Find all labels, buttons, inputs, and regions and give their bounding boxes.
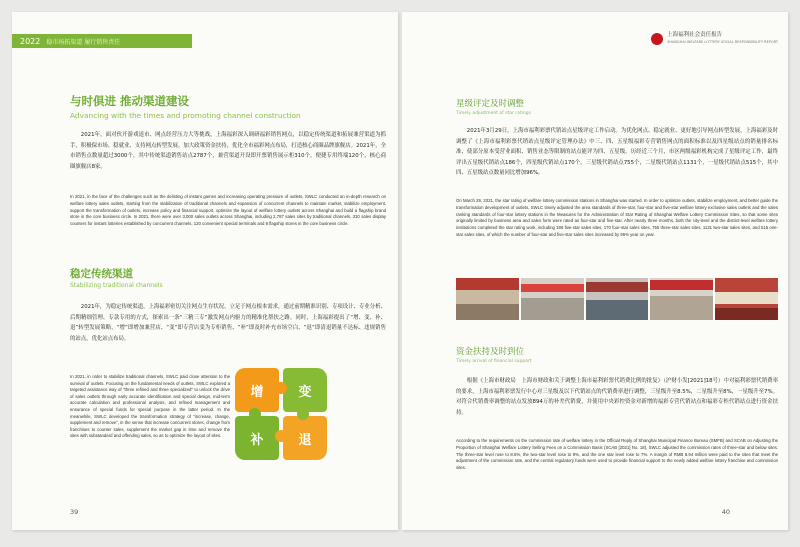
outlet-photo [586, 278, 649, 320]
puzzle-piece-increase: 增 [235, 368, 279, 412]
section-body-en: In 2021, in the face of the challenges such as the delisting of instant games and increasing operating pressure of outlets, SWLC conducted an in-depth research on welfare lottery sales outlets, starting from the stabilization of traditional channels and expansion of concurrent channels to maintain market, stabilize employment, support the transformation of outlets, increase policy and financial support, optimize the layout of welfare lottery outlets across Shanghai and build a flagship brand store in the core business circle. In 2021, there were over 3,000 sales outlets across Shanghai, including 2,787 sales sites by traditional channels, 310 sales display counters for instant lotteries established by concurrent channels, 120 convenient special terminals and 8 flagship stores in the core business circle. [70, 194, 386, 227]
subsection-body-en: In 2021, in order to stabilize traditional channels, SWLC paid close attention to the survival of outlets. Focusing on the fundamental needs of outlets, SWLC explored a targeted assistance way of "three refined and three specialized" to unlock the drive of sales outlets through early accurate identification and special design, mid-term accurate calculation and professional analysis, and refined management and ensurance of special funds for special purpose in the latter period. In the meanwhile, SWLC developed the transformation strategy of "increase, change, supplement and remove", in the sense that increase concurrent stores, change from franchises to counter sales, supplement the market gap in time and remove the sites with substandard and offending sales, so as to optimize the layout of sites. [70, 374, 230, 439]
puzzle-piece-supplement: 补 [235, 416, 279, 460]
puzzle-knob [275, 430, 287, 442]
strategy-puzzle-graphic [235, 368, 327, 460]
outlet-photo [456, 278, 519, 320]
section-title-en: Timely adjustment of star ratings [456, 111, 531, 116]
header-band [12, 34, 192, 48]
subsection-body-en: According to the requirements on the commission rate of welfare lottery in the Official Reply of Shanghai Municipal Finance Bureau (SMFB) and SCAB on Adjusting the Proportion of Shanghai Welfare Lottery Selling Fees on a Commission Basis (SCAB [2021] No. 18), SWLC adjusted the commission rates of three-star and below sites. The three-star level rose to 8.5%, the two-star level rose to 8%, and the one star level rose to 7%. A margin of RMB 8.94 million were paid to the sites that meet the adjustment of the commission rate, and the central regulatory funds were used to provide financial support to the newly added welfare lottery franchise and commission sites. [456, 438, 778, 471]
puzzle-knob [249, 408, 261, 420]
outlet-photo [650, 278, 713, 320]
outlet-photo [521, 278, 584, 320]
puzzle-piece-change: 变 [283, 368, 327, 412]
header-org-cn: 上海福利社会责任报告 [667, 32, 723, 38]
section-title-en: Advancing with the times and promoting channel construction [70, 111, 301, 120]
puzzle-knob [297, 408, 309, 420]
header-org-en: SHANGHAI WELFARE LOTTERY SOCIAL RESPONSIBILITY REPORT [667, 40, 778, 44]
section-body-cn: 2021年，面对伙开游戏退市、网点经营压力大等挑战，上海福彩深入调研福彩销售网点，以稳定传统渠道和拓展兼营渠道为抓手，积极保市场、稳就业、支持网点转型发展。加大政策资金扶持，优化全市福彩网点布局，打造核心商圈品牌旗舰店。2021年，全市销售点数量超过3000个，其中传统渠道销售站点2787个，兼营渠道开设即开票销售展示柜310个，便捷专用终端120个，核心商圈旗舰店8家。 [70, 132, 386, 170]
subsection-title-cn: 稳定传统渠道 [70, 268, 133, 280]
outlet-photo-strip [456, 278, 778, 320]
page-number: 40 [721, 508, 730, 516]
header-year: 2022 [20, 36, 41, 46]
section-title-cn: 与时俱进 推动渠道建设 [70, 94, 190, 108]
subsection-title-cn: 资金扶持及时到位 [456, 347, 525, 357]
subsection-title-en: Stabilizing traditional channels [70, 282, 163, 289]
subsection-body-cn: 根据《上海市财政局 上海市财政和关于调整上海市福利彩票代销费比例的批复》（沪财小发[2021]18号）中对福利彩票代销费率的要求，上海市福利彩票发行中心对三星级及以下代销站点的代销费率进行调整，三星级升至8.5%，二星级升至8%，一星级升至7%。对符合代销费率调整的站点发放894万的补差代销费，并使用中央彩控资金对新增的福彩专营代销站点和福彩专柜代销站点进行资金扶持。 [456, 378, 778, 416]
lottery-logo-icon [651, 33, 663, 45]
puzzle-knob [275, 382, 287, 394]
section-title-cn: 星级评定及时调整 [456, 99, 525, 109]
section-body-cn: 2021年3月29日，上海市福利彩票代销站点星级评定工作启动。为优化网点、稳定就业、更好地引导网点转型发展，上海福彩及时调整了《上海市福利彩票代销站点星级评定管理办法》中三、四、五星级福彩专营销售网点的面积标准以及四星级站点的销量排名标准，使部分原本受营业面积、销售业态等限制的站点能评为四、五星级。历经近三个月，市区两级福彩机构完成了星级评定工作，最终评出五星级代销站点186个，四星级代销站点170个，三星级代销站点755个，二星级代销站点1131个，一星级代销站点515个，其中四、五星级站点数量同比增加96%。 [456, 128, 778, 177]
outlet-photo [715, 278, 778, 320]
page-number: 39 [70, 508, 79, 516]
left-page [12, 12, 398, 530]
header-logo [651, 32, 778, 46]
header-subtitle: 稳市场拓渠道 履行销售责任 [46, 38, 121, 46]
section-body-en: On March 29, 2021, the star rating of welfare lottery commission stations in Shanghai was started. In order to optimize outlets, stabilize employment, and better guide the transformation development of outlets, SWLC timely adjusted the area standards of three-star, four-star and five-star welfare lottery exclusive sales outlets and the sales ranking standards of four-star lottery stations in the Measures for the Administration of Star Rating of Shanghai Welfare Lottery Commission Sites, so that some sites originally limited by business area and sales form were rated as four-star and five-star. After nearly three months, both the city-level and the district-level welfare lottery institutions completed the star rating work, including 186 five-star sales sites, 170 four-star sales sites, 755 three-star sales sites, 1131 two-star sales sites, and 515 one-star sales sites, of which the number of four-star and five-star sales sites increased by 96% year on year. [456, 198, 778, 237]
puzzle-piece-remove: 退 [283, 416, 327, 460]
subsection-body-cn: 2021年，为稳定传统渠道，上海福彩密切关注网点生存状况，立足于网点根本需求，通过前期精准识别、专项设计、专业分析、后期精细管理、专款专用的方式，探索出一条“三精三专”激发网点内驱力的精准化帮扶之路。同时，上海福彩提出了“增、变、补、退”转型发展策略，“增”即增加兼营店、“变”即专营店变为专柜销售、“补”即及时补充市场空白、“退”即清退销量不达标、违规销售的站点，优化站点布局。 [70, 304, 386, 342]
right-page [402, 12, 788, 530]
subsection-title-en: Timely arrival of financial support [456, 359, 532, 364]
